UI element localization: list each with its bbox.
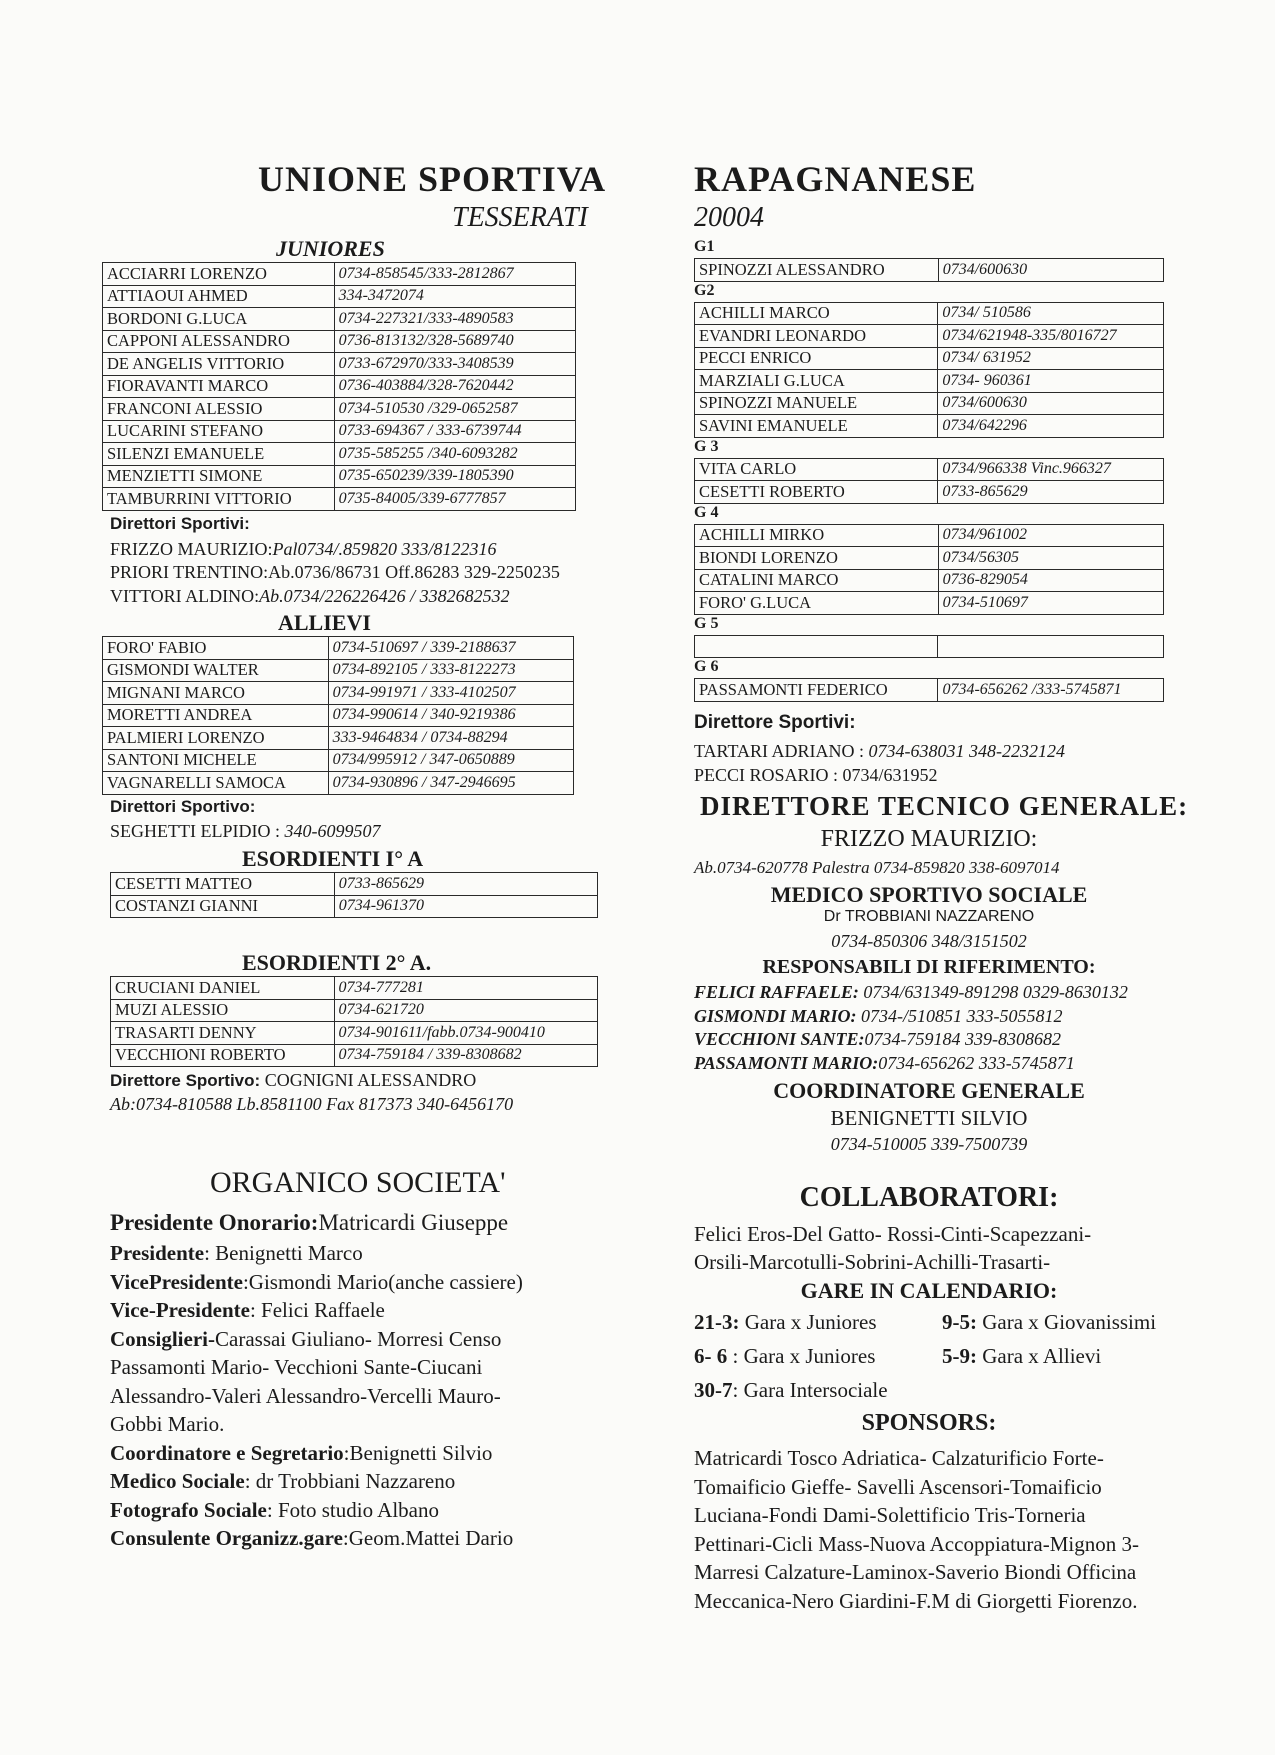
member-name: CATALINI MARCO	[695, 569, 939, 592]
organico-line	[110, 1241, 523, 1270]
member-name: GISMONDI WALTER	[103, 659, 329, 682]
esordienti-2-title: ESORDIENTI 2° A.	[242, 950, 432, 975]
director-name: VITTORI ALDINO:	[110, 586, 260, 606]
group-label: G2	[694, 281, 715, 299]
table-row	[695, 259, 1164, 282]
member-name: SPINOZZI MANUELE	[695, 392, 938, 415]
organico-title: ORGANICO SOCIETA'	[210, 1166, 506, 1199]
right-directors-label: Direttore Sportivi:	[694, 712, 856, 733]
resp-phone: 0734-/510851 333-5055812	[856, 1005, 1063, 1026]
member-name: FRANCONI ALESSIO	[103, 398, 335, 421]
table-row	[695, 347, 1164, 370]
member-name: EVANDRI LEONARDO	[695, 325, 938, 348]
director-name: FRIZZO MAURIZIO:	[110, 539, 273, 559]
organico-line	[110, 1469, 523, 1498]
table-row	[111, 873, 598, 896]
organico-line	[110, 1498, 523, 1527]
resp-title: RESPONSABILI DI RIFERIMENTO:	[762, 956, 1096, 978]
organico-value: Gobbi Mario.	[110, 1412, 225, 1436]
member-phone: 0734/995912 / 347-0650889	[328, 749, 573, 772]
gare-title: GARE IN CALENDARIO:	[800, 1278, 1058, 1303]
organico-role: Coordinatore e Segretario	[110, 1440, 344, 1465]
director-contact: 340-6099507	[279, 821, 381, 841]
member-name: CRUCIANI DANIEL	[111, 977, 335, 1000]
group-table	[694, 678, 1164, 702]
gara-2	[942, 1310, 1156, 1335]
table-row	[103, 263, 576, 286]
organico-role: Fotografo Sociale	[110, 1497, 267, 1522]
table-row	[695, 592, 1164, 615]
member-name: ACCIARRI LORENZO	[103, 263, 335, 286]
member-phone: 0734-621720	[334, 999, 597, 1022]
table-row	[103, 398, 576, 421]
member-name: SPINOZZI ALESSANDRO	[695, 259, 939, 282]
member-name	[695, 635, 938, 658]
director-name: PRIORI TRENTINO:	[110, 562, 269, 582]
director-name: PECCI ROSARIO :	[694, 765, 843, 785]
member-phone: 0734-759184 / 339-8308682	[334, 1044, 597, 1067]
member-phone: 0734-892105 / 333-8122273	[328, 659, 573, 682]
resp-name: VECCHIONI SANTE:	[694, 1029, 865, 1049]
allievi-directors-label: Direttori Sportivo:	[110, 797, 256, 816]
esordienti-1-table	[110, 872, 598, 918]
organico-list	[110, 1210, 523, 1555]
organico-line	[110, 1412, 523, 1441]
esordienti-2-table	[110, 976, 598, 1067]
member-name: COSTANZI GIANNI	[111, 895, 335, 918]
collab-line-2: Orsili-Marcotulli-Sobrini-Achilli-Trasarti-	[694, 1250, 1051, 1274]
member-phone: 0734-510697 / 339-2188637	[328, 637, 573, 660]
juniores-table	[102, 262, 576, 511]
member-name: VECCHIONI ROBERTO	[111, 1044, 335, 1067]
sponsors-title: SPONSORS:	[861, 1410, 997, 1436]
organico-value: Carassai Giuliano- Morresi Censo	[215, 1326, 502, 1351]
table-row	[103, 488, 576, 511]
organico-line	[110, 1526, 523, 1555]
member-phone: 0734-858545/333-2812867	[334, 263, 575, 286]
table-row	[111, 999, 598, 1022]
member-name: SANTONI MICHELE	[103, 749, 329, 772]
table-row	[103, 443, 576, 466]
member-name: VITA CARLO	[695, 458, 938, 481]
juniores-directors-label: Direttori Sportivi:	[110, 514, 250, 533]
member-name: FIORAVANTI MARCO	[103, 375, 335, 398]
director-label: Direttore Sportivo:	[110, 1071, 261, 1090]
organico-role: Vice-Presidente	[110, 1298, 250, 1322]
member-name: CESETTI ROBERTO	[695, 481, 938, 504]
member-name: PECCI ENRICO	[695, 347, 938, 370]
medico-title: MEDICO SPORTIVO SOCIALE	[770, 882, 1088, 907]
table-row	[695, 524, 1164, 547]
collab-title: COLLABORATORI:	[799, 1182, 1059, 1213]
gara-date: 5-9:	[942, 1344, 977, 1368]
organico-line	[110, 1210, 523, 1241]
table-row	[695, 458, 1164, 481]
member-phone: 0734/966338 Vinc.966327	[938, 458, 1164, 481]
resp-line	[694, 1053, 1128, 1077]
collab-line-1: Felici Eros-Del Gatto- Rossi-Cinti-Scapezzani-	[694, 1222, 1092, 1246]
member-name: MIGNANI MARCO	[103, 682, 329, 705]
director-contact: Ab.0734/226226426 / 3382682532	[259, 586, 510, 606]
sponsors-line: Marresi Calzature-Laminox-Saverio Biondi Officina	[694, 1560, 1137, 1584]
member-phone: 0735-84005/339-6777857	[334, 488, 575, 511]
dtg-name: FRIZZO MAURIZIO:	[820, 826, 1038, 852]
gara-date: 6- 6	[694, 1344, 728, 1368]
table-row	[695, 302, 1164, 325]
member-name: TAMBURRINI VITTORIO	[103, 488, 335, 511]
table-row	[695, 370, 1164, 393]
organico-role: Consulente Organizz.gare	[110, 1526, 343, 1550]
dtg-phones: Ab.0734-620778 Palestra 0734-859820 338-6097014	[694, 858, 1060, 877]
gara-text: Gara x Juniores	[739, 1310, 877, 1334]
right-director-2	[694, 765, 938, 786]
table-row	[111, 1044, 598, 1067]
member-name: MORETTI ANDREA	[103, 704, 329, 727]
member-phone: 0736-813132/328-5689740	[334, 330, 575, 353]
organico-line	[110, 1441, 523, 1470]
member-phone: 0734/600630	[938, 259, 1163, 282]
member-name: FORO' FABIO	[103, 637, 329, 660]
member-name: MUZI ALESSIO	[111, 999, 335, 1022]
member-phone: 0734/961002	[938, 524, 1163, 547]
member-phone: 0734/621948-335/8016727	[938, 325, 1164, 348]
director-name: SEGHETTI ELPIDIO :	[110, 821, 280, 841]
member-name: VAGNARELLI SAMOCA	[103, 772, 329, 795]
director-name: TARTARI ADRIANO :	[694, 741, 869, 761]
member-phone: 0734-656262 /333-5745871	[938, 679, 1164, 702]
group-label: G 3	[694, 437, 719, 455]
gara-text: Gara x Giovanissimi	[977, 1310, 1157, 1334]
juniores-director-2	[110, 562, 560, 583]
group-label: G 5	[694, 614, 719, 632]
member-name: SAVINI EMANUELE	[695, 415, 938, 438]
group-table	[694, 302, 1164, 438]
table-row	[103, 353, 576, 376]
member-name: ACHILLI MIRKO	[695, 524, 939, 547]
organico-value: Alessandro-Valeri Alessandro-Vercelli Mauro-	[110, 1383, 501, 1408]
organico-value: : Foto studio Albano	[266, 1497, 439, 1522]
juniores-director-1	[110, 539, 497, 560]
member-phone: 0733-672970/333-3408539	[334, 353, 575, 376]
organico-role: Presidente	[110, 1241, 205, 1265]
table-row	[695, 635, 1164, 658]
member-phone: 0734-510697	[938, 592, 1163, 615]
table-row	[103, 637, 574, 660]
member-name: TRASARTI DENNY	[111, 1022, 335, 1045]
member-phone: 333-9464834 / 0734-88294	[328, 727, 573, 750]
table-row	[103, 659, 574, 682]
member-name: BIONDI LORENZO	[695, 547, 939, 570]
group-label: G 4	[694, 503, 719, 521]
organico-line	[110, 1298, 523, 1327]
table-row	[695, 325, 1164, 348]
director-contact: 0734/631952	[842, 765, 938, 785]
esordienti-director-contact: Ab:0734-810588 Lb.8581100 Fax 817373 340-6456170	[110, 1094, 514, 1114]
gara-date: 9-5:	[942, 1310, 977, 1334]
member-phone: 0734-227321/333-4890583	[334, 308, 575, 331]
member-phone: 0733-694367 / 333-6739744	[334, 420, 575, 443]
resp-phone: 0734/631349-891298 0329-8630132	[858, 982, 1128, 1002]
member-name: CAPPONI ALESSANDRO	[103, 330, 335, 353]
juniores-director-3	[110, 586, 510, 607]
table-row	[111, 895, 598, 918]
resp-name: GISMONDI MARIO:	[694, 1005, 857, 1026]
organico-value: : dr Trobbiani Nazzareno	[244, 1469, 456, 1493]
member-phone: 0734-990614 / 340-9219386	[328, 704, 573, 727]
group-table	[694, 458, 1164, 504]
member-phone: 0734/600630	[938, 392, 1164, 415]
member-phone: 0733-865629	[334, 873, 597, 896]
table-row	[103, 772, 574, 795]
member-name: ATTIAOUI AHMED	[103, 285, 335, 308]
gara-date: 30-7	[694, 1378, 733, 1402]
gara-text: : Gara Intersociale	[732, 1378, 888, 1402]
member-name: SILENZI EMANUELE	[103, 443, 335, 466]
allievi-table	[102, 636, 574, 795]
table-row	[103, 727, 574, 750]
member-phone: 0735-650239/339-1805390	[334, 465, 575, 488]
gara-1	[694, 1310, 877, 1335]
resp-phone: 0734-759184 339-8308682	[864, 1029, 1062, 1049]
member-phone: 0736-403884/328-7620442	[334, 375, 575, 398]
allievi-title: ALLIEVI	[278, 610, 371, 635]
resp-line	[694, 1029, 1128, 1053]
organico-line	[110, 1270, 523, 1299]
table-row	[695, 547, 1164, 570]
member-name: PALMIERI LORENZO	[103, 727, 329, 750]
table-row	[695, 392, 1164, 415]
member-phone: 0734-991971 / 333-4102507	[328, 682, 573, 705]
member-phone: 0736-829054	[938, 569, 1163, 592]
right-director-1	[694, 741, 1065, 762]
table-row	[695, 569, 1164, 592]
table-row	[103, 465, 576, 488]
coord-title: COORDINATORE GENERALE	[773, 1078, 1085, 1103]
table-row	[103, 285, 576, 308]
organico-value: :Gismondi Mario(anche cassiere)	[242, 1269, 523, 1294]
member-phone: 0734-777281	[334, 977, 597, 1000]
member-phone: 0734/56305	[938, 547, 1163, 570]
gara-text: : Gara x Juniores	[727, 1344, 876, 1368]
gara-date: 21-3:	[694, 1310, 740, 1334]
medico-phones: 0734-850306 348/3151502	[831, 931, 1027, 951]
organico-role: Consiglieri-	[110, 1326, 215, 1351]
sponsors-line: Matricardi Tosco Adriatica- Calzaturificio Forte-	[694, 1446, 1104, 1470]
member-phone: 0734/ 510586	[938, 302, 1164, 325]
organico-line	[110, 1384, 523, 1413]
director-contact: Pal0734/.859820 333/8122316	[272, 539, 497, 559]
coord-phones: 0734-510005 339-7500739	[830, 1134, 1028, 1154]
organico-role: VicePresidente	[110, 1269, 243, 1294]
group-table	[694, 258, 1164, 282]
sponsors-line: Pettinari-Cicli Mass-Nuova Accoppiatura-Mignon 3-	[694, 1531, 1139, 1556]
member-name: CESETTI MATTEO	[111, 873, 335, 896]
member-name: PASSAMONTI FEDERICO	[695, 679, 938, 702]
table-row	[695, 415, 1164, 438]
title-right: RAPAGNANESE	[694, 159, 977, 199]
organico-value: :Geom.Mattei Dario	[342, 1526, 514, 1550]
gara-5	[694, 1378, 888, 1403]
member-phone	[938, 635, 1164, 658]
group-table	[694, 524, 1164, 615]
resp-line	[694, 1006, 1128, 1030]
group-label: G 6	[694, 658, 719, 675]
member-phone: 0733-865629	[938, 481, 1164, 504]
table-row	[111, 1022, 598, 1045]
dtg-title: DIRETTORE TECNICO GENERALE:	[700, 791, 1189, 821]
member-phone: 0735-585255 /340-6093282	[334, 443, 575, 466]
sponsors-line: Luciana-Fondi Dami-Solettificio Tris-Torneria	[694, 1503, 1086, 1527]
member-phone: 0734-510530 /329-0652587	[334, 398, 575, 421]
subtitle-right: 20004	[694, 202, 764, 233]
resp-name: FELICI RAFFAELE:	[694, 982, 859, 1002]
table-row	[103, 704, 574, 727]
resp-phone: 0734-656262 333-5745871	[878, 1052, 1075, 1073]
organico-line	[110, 1355, 523, 1384]
table-row	[695, 481, 1164, 504]
organico-value: Matricardi Giuseppe	[318, 1210, 509, 1235]
member-name: MARZIALI G.LUCA	[695, 370, 938, 393]
organico-value: : Felici Raffaele	[249, 1298, 385, 1322]
table-row	[695, 679, 1164, 702]
table-row	[103, 420, 576, 443]
resp-name: PASSAMONTI MARIO:	[694, 1052, 879, 1073]
table-row	[103, 682, 574, 705]
resp-list	[694, 982, 1128, 1076]
title-left: UNIONE SPORTIVA	[258, 159, 607, 199]
gara-text: Gara x Allievi	[977, 1344, 1102, 1368]
groups-list	[694, 238, 1164, 702]
director-contact: Ab.0736/86731 Off.86283 329-2250235	[268, 562, 560, 582]
allievi-director	[110, 821, 380, 842]
member-name: ACHILLI MARCO	[695, 302, 938, 325]
organico-line	[110, 1327, 523, 1356]
esordienti-1-title: ESORDIENTI I° A	[242, 846, 424, 871]
medico-name: Dr TROBBIANI NAZZARENO	[823, 908, 1035, 925]
member-phone: 334-3472074	[334, 285, 575, 308]
member-phone: 0734- 960361	[938, 370, 1164, 393]
organico-role: Presidente Onorario:	[110, 1210, 319, 1235]
director-name: COGNIGNI ALESSANDRO	[260, 1070, 477, 1090]
member-phone: 0734/642296	[938, 415, 1164, 438]
member-name: DE ANGELIS VITTORIO	[103, 353, 335, 376]
resp-line	[694, 982, 1128, 1006]
sponsors-line: Tomaificio Gieffe- Savelli Ascensori-Tomaificio	[694, 1474, 1102, 1499]
member-phone: 0734-930896 / 347-2946695	[328, 772, 573, 795]
member-phone: 0734-901611/fabb.0734-900410	[334, 1022, 597, 1045]
table-row	[103, 375, 576, 398]
sponsors-line: Meccanica-Nero Giardini-F.M di Giorgetti Fiorenzo.	[694, 1588, 1138, 1613]
member-phone: 0734-961370	[334, 895, 597, 918]
coord-name: BENIGNETTI SILVIO	[830, 1106, 1028, 1130]
director-contact: 0734-638031 348-2232124	[868, 741, 1066, 761]
table-row	[103, 330, 576, 353]
member-phone: 0734/ 631952	[938, 347, 1164, 370]
group-table	[694, 635, 1164, 659]
subtitle-left: TESSERATI	[452, 202, 588, 233]
organico-value: Passamonti Mario- Vecchioni Sante-Ciucani	[110, 1355, 483, 1379]
gara-4	[942, 1344, 1101, 1369]
table-row	[103, 308, 576, 331]
organico-value: : Benignetti Marco	[204, 1241, 363, 1265]
gara-3	[694, 1344, 875, 1369]
organico-value: :Benignetti Silvio	[343, 1440, 493, 1465]
group-label: G1	[694, 238, 715, 255]
table-row	[103, 749, 574, 772]
table-row	[111, 977, 598, 1000]
esordienti-director	[110, 1070, 476, 1091]
member-name: BORDONI G.LUCA	[103, 308, 335, 331]
juniores-title: JUNIORES	[276, 236, 385, 261]
sponsors-list	[694, 1446, 1139, 1617]
organico-role: Medico Sociale	[110, 1469, 245, 1493]
member-name: FORO' G.LUCA	[695, 592, 939, 615]
member-name: MENZIETTI SIMONE	[103, 465, 335, 488]
member-name: LUCARINI STEFANO	[103, 420, 335, 443]
